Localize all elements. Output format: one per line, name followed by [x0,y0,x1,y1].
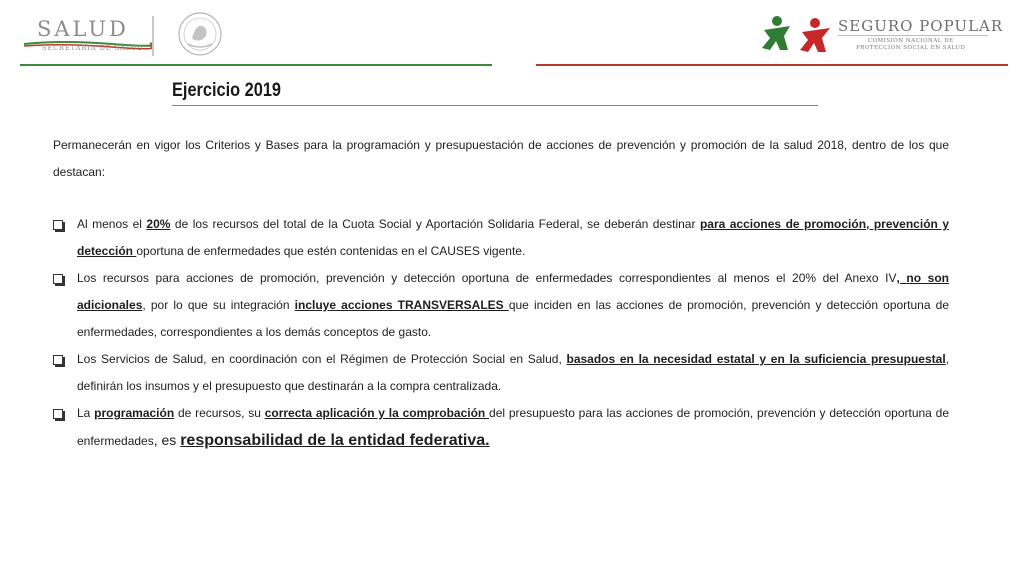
bullet-2-emphasis-1: , no son adicionales [77,271,950,312]
bullet-item-1 [53,211,949,265]
bullet-1-text-3: oportuna de enfermedades que estén contenidas en el CAUSES vigente. [136,244,526,258]
salud-logo-subtext: SECRETARÍA DE SALUD [42,44,144,52]
bullet-4-text-1: La [77,406,95,420]
bullet-2-emphasis-2: incluye acciones TRANSVERSALES [294,298,509,312]
slide-body [53,132,949,455]
bullet-1-emphasis-2: para acciones de promoción, prevención y detección [77,217,949,258]
seguro-popular-figures-icon [758,14,834,54]
bullet-list [53,211,949,455]
seguro-popular-underline [838,35,988,36]
bullet-1-text-2: de los recursos del total de la Cuota Social y Aportación Solidaria Federal, se deberán destinar [170,217,700,231]
bullet-item-3 [53,346,949,400]
bullet-2-text-1: Los recursos para acciones de promoción, prevención y detección oportuna de enfermedades correspondientes al menos el 20% del Anexo IV [77,271,897,285]
slide-title: Ejercicio 2019 [172,80,282,101]
bullet-item-2 [53,265,949,346]
bullet-item-4 [53,400,949,455]
salud-logo-text: SALUD [37,17,129,41]
slide-header [0,0,1024,70]
bullet-2-text-3: que inciden en las acciones de promoción, prevención y detección oportuna de enfermedades, correspondientes a los demás conceptos de gasto. [77,298,950,339]
seguro-popular-logo [758,14,1004,56]
bullet-3-emphasis-1: basados en la necesidad estatal y en la suficiencia presupuestal [566,352,946,366]
checkbox-bullet-icon [53,355,63,365]
logo-divider [152,16,154,56]
bullet-2-text-2: , por lo que su integración [142,298,295,312]
seguro-popular-subtext-line2: PROTECCIÓN SOCIAL EN SALUD [856,45,966,51]
title-underline [172,105,818,106]
bullet-3-text-1: Los Servicios de Salud, en coordinación con el Régimen de Protección Social en Salud, [77,352,567,366]
seguro-popular-subtext [856,38,965,52]
bullet-4-text-3: del presupuesto para las acciones de promoción, prevención y detección oportuna de enfermedades [77,406,949,448]
bullet-4-emphasis-1: programación [94,406,175,420]
bullet-4-emphasis-2: correcta aplicación y la comprobación [264,406,490,420]
mexico-seal-icon [172,10,228,58]
salud-logo [22,14,152,54]
bullet-4-emphasis-3: responsabilidad de la entidad federativa. [180,432,490,449]
intro-paragraph: Permanecerán en vigor los Criterios y Bases para la programación y presupuestación de acciones de prevención y promoción de la salud 2018, dentro de los que destacan: [53,138,949,179]
header-rule-red [536,64,1008,66]
bullet-4-text-2: de recursos, su [174,406,265,420]
bullet-4-text-4: , es [153,432,181,448]
seguro-popular-title: SEGURO POPULAR [838,17,1004,35]
checkbox-bullet-icon [53,274,63,284]
checkbox-bullet-icon [53,220,63,230]
bullet-3-text-2: , definirán los insumos y el presupuesto que destinarán a la compra centralizada. [77,352,949,393]
header-rule-green [20,64,492,66]
checkbox-bullet-icon [53,409,63,419]
seguro-popular-subtext-line1: COMISIÓN NACIONAL DE [867,38,954,44]
bullet-1-text-1: Al menos el [77,217,147,231]
bullet-1-emphasis-1: 20% [146,217,171,231]
